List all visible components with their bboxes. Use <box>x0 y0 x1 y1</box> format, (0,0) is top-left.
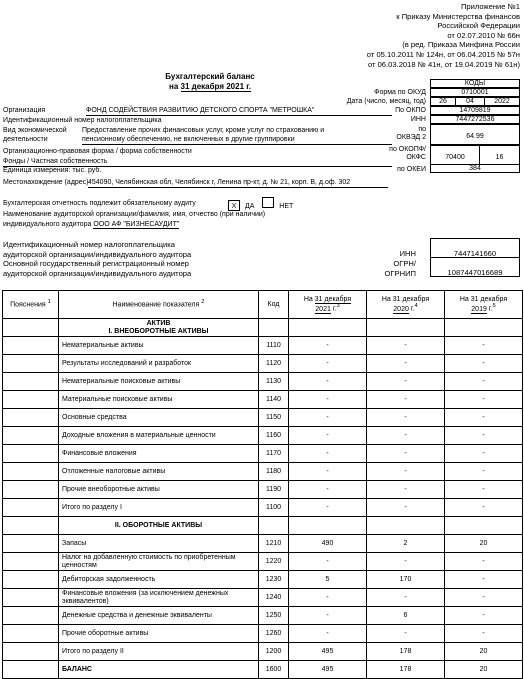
table-row <box>3 553 523 571</box>
row-value-2019: - <box>445 409 523 427</box>
row-value-2021: - <box>289 481 367 499</box>
okei-value: 384 <box>430 164 520 173</box>
okpo-label: По ОКПО <box>395 107 426 114</box>
col-2020: На 31 декабря 2020 г.$^4$ <box>367 291 445 319</box>
title-line-1: Бухгалтерский баланс <box>165 72 255 81</box>
row-value-2019: - <box>445 373 523 391</box>
row-code: 1240 <box>259 589 289 607</box>
table-row <box>3 607 523 625</box>
org-label: Организация <box>3 107 46 114</box>
audit-yes-checkbox[interactable]: X <box>228 200 240 211</box>
header-line: к Приказу Министерства финансов <box>396 11 520 21</box>
row-value-2019: - <box>445 463 523 481</box>
row-value-2019: - <box>445 625 523 643</box>
date-month: 04 <box>455 97 485 106</box>
row-value-2020: - <box>367 463 445 481</box>
row-value-2021: - <box>289 445 367 463</box>
table-row <box>3 337 523 355</box>
row-name: Прочие внеоборотные активы <box>59 481 259 499</box>
row-name: Дебиторская задолженность <box>59 571 259 589</box>
row-notes <box>3 589 59 607</box>
row-value-2019: - <box>445 553 523 571</box>
row-name: Итого по разделу II <box>59 643 259 661</box>
title-line-2: на 31 декабря 2021 г. <box>168 82 251 91</box>
section-noncurrent: I. ВНЕОБОРОТНЫЕ АКТИВЫ <box>108 327 209 335</box>
row-code: 1200 <box>259 643 289 661</box>
row-code: 1170 <box>259 445 289 463</box>
location-label: Местонахождение (адрес) <box>3 179 89 186</box>
row-code: 1150 <box>259 409 289 427</box>
date-day: 26 <box>430 97 456 106</box>
row-value-2020: - <box>367 445 445 463</box>
table-row <box>3 355 523 373</box>
section-current: II. ОБОРОТНЫЕ АКТИВЫ <box>59 517 259 535</box>
row-name: Денежные средства и денежные эквиваленты <box>59 607 259 625</box>
table-row <box>3 391 523 409</box>
col-2021: На 31 декабря 2021 г.$^3$ <box>289 291 367 319</box>
row-value-2020: - <box>367 481 445 499</box>
row-code: 1230 <box>259 571 289 589</box>
title-date: 31 декабря 2021 г. <box>180 82 251 91</box>
row-name: Результаты исследований и разработок <box>59 355 259 373</box>
row-notes <box>3 571 59 589</box>
header-line: Российской Федерации <box>437 21 520 31</box>
row-notes <box>3 481 59 499</box>
okud-value: 0710001 <box>430 88 520 97</box>
header-line: от 06.03.2018 № 41н, от 19.04.2019 № 61н) <box>367 59 520 69</box>
row-value-2021: - <box>289 373 367 391</box>
okved-label: по ОКВЭД 2 <box>396 126 426 141</box>
row-value-2021: - <box>289 337 367 355</box>
audit-yes-label: ДА <box>244 203 255 210</box>
row-notes <box>3 625 59 643</box>
row-value-2021: - <box>289 607 367 625</box>
table-row <box>3 499 523 517</box>
row-code: 1180 <box>259 463 289 481</box>
okopf-value: 70400 <box>430 145 480 165</box>
row-value-2021: - <box>289 463 367 481</box>
row-value-2019: - <box>445 571 523 589</box>
table-row <box>3 463 523 481</box>
row-value-2020: 178 <box>367 643 445 661</box>
row-value-2020: - <box>367 499 445 517</box>
row-name: Нематериальные активы <box>59 337 259 355</box>
okud-label: Форма по ОКУД <box>374 89 426 96</box>
row-code: 1220 <box>259 553 289 571</box>
row-value-2019: - <box>445 427 523 445</box>
org-name: ФОНД СОДЕЙСТВИЯ РАЗВИТИЮ ДЕТСКОГО СПОРТА "МЕТРОШКА" <box>86 107 392 116</box>
row-notes <box>3 409 59 427</box>
row-code: 1600 <box>259 661 289 679</box>
row-code: 1120 <box>259 355 289 373</box>
row-value-2019: 20 <box>445 661 523 679</box>
row-notes <box>3 337 59 355</box>
table-row <box>3 643 523 661</box>
okopf-label: по ОКОПФ/ ОКФС <box>389 146 426 161</box>
row-value-2020: - <box>367 427 445 445</box>
taxpayer-id-label: Идентификационный номер налогоплательщика <box>3 117 162 124</box>
auditor-name-label: Наименование аудиторской организации/фамилия, имя, отчество (при наличии) индивидуального аудитора ООО АФ "БИЗНЕСАУДИТ" <box>3 211 266 228</box>
row-value-2019: - <box>445 391 523 409</box>
row-value-2021: 495 <box>289 661 367 679</box>
location-value: 454090, Челябинская обл, Челябинск г, Ленина пр-кт, д. № 21, корп. В, д.оф. 302 <box>88 179 388 188</box>
row-notes <box>3 499 59 517</box>
row-value-2021: - <box>289 625 367 643</box>
audit-no-checkbox[interactable] <box>262 197 274 208</box>
table-row <box>3 571 523 589</box>
balance-table <box>2 290 523 679</box>
col-notes: Пояснения $^1$ <box>3 291 59 319</box>
row-code: 1160 <box>259 427 289 445</box>
row-value-2020: - <box>367 625 445 643</box>
table-row <box>3 427 523 445</box>
auditor-name: ООО АФ "БИЗНЕСАУДИТ" <box>93 220 180 228</box>
row-notes <box>3 553 59 571</box>
row-code: 1210 <box>259 535 289 553</box>
table-row <box>3 409 523 427</box>
legal-form: Организационно-правовая форма / форма собственности Фонды / Частная собственность <box>3 147 392 167</box>
row-value-2020: - <box>367 337 445 355</box>
row-value-2019: - <box>445 607 523 625</box>
row-value-2019: - <box>445 355 523 373</box>
okfs-value: 16 <box>479 145 520 165</box>
section-header-assets <box>3 319 523 337</box>
activity-label: Вид экономической деятельности <box>3 127 67 143</box>
row-value-2020: - <box>367 373 445 391</box>
row-name: БАЛАНС <box>59 661 259 679</box>
row-value-2021: - <box>289 427 367 445</box>
auditor-inn-label: Идентификационный номер налогоплательщика аудиторской организации/индивидуального аудитора <box>3 240 192 259</box>
activity-value: Предоставление прочих финансовых услуг, кроме услуг по страхованию и пенсионному обеспечению, не включенных в другие группировки <box>82 127 392 145</box>
row-notes <box>3 427 59 445</box>
row-value-2020: 6 <box>367 607 445 625</box>
row-code: 1130 <box>259 373 289 391</box>
date-label: Дата (число, месяц, год) <box>346 98 426 105</box>
row-value-2019: - <box>445 589 523 607</box>
row-name: Материальные поисковые активы <box>59 391 259 409</box>
row-value-2021: - <box>289 409 367 427</box>
inn-label: ИНН <box>410 116 426 123</box>
table-row <box>3 481 523 499</box>
row-notes <box>3 463 59 481</box>
okpo-value: 14709819 <box>430 106 520 115</box>
table-row <box>3 373 523 391</box>
row-value-2021: - <box>289 589 367 607</box>
row-value-2021: 5 <box>289 571 367 589</box>
auditor-ogrn-label: Основной государственный регистрационный номер аудиторской организации/индивидуального аудитора <box>3 259 192 278</box>
row-name: Отложенные налоговые активы <box>59 463 259 481</box>
row-name: Прочие оборотные активы <box>59 625 259 643</box>
col-name: Наименование показателя $^2$ <box>59 291 259 319</box>
table-row <box>3 445 523 463</box>
row-notes <box>3 391 59 409</box>
auditor-inn-value: 7447141660 <box>430 238 520 257</box>
row-name: Итого по разделу I <box>59 499 259 517</box>
row-value-2020: 178 <box>367 661 445 679</box>
row-value-2020: - <box>367 355 445 373</box>
row-value-2020: - <box>367 409 445 427</box>
auditor-inn-code: ИНН <box>399 249 416 258</box>
row-code: 1100 <box>259 499 289 517</box>
row-notes <box>3 535 59 553</box>
row-value-2019: - <box>445 337 523 355</box>
row-notes <box>3 661 59 679</box>
auditor-ogrn-code: ОГРН/ ОГРНИП <box>384 259 416 278</box>
audit-choice <box>228 197 293 211</box>
row-name: Финансовые вложения <box>59 445 259 463</box>
header-line: Приложение №1 <box>460 2 520 11</box>
row-value-2020: 170 <box>367 571 445 589</box>
row-value-2020: - <box>367 391 445 409</box>
row-notes <box>3 607 59 625</box>
section-header-current <box>3 517 523 535</box>
inn-value: 7447272536 <box>430 115 520 124</box>
row-name: Нематериальные поисковые активы <box>59 373 259 391</box>
row-code: 1140 <box>259 391 289 409</box>
row-value-2021: - <box>289 391 367 409</box>
row-name: Налог на добавленную стоимость по приобретенным ценностям <box>59 553 259 571</box>
audit-no-label: НЕТ <box>279 203 294 210</box>
row-value-2020: 2 <box>367 535 445 553</box>
section-assets: АКТИВ <box>146 319 171 327</box>
row-notes <box>3 445 59 463</box>
row-value-2019: - <box>445 445 523 463</box>
col-code: Код <box>259 291 289 319</box>
appendix-header <box>260 2 520 69</box>
document-title <box>120 72 300 92</box>
row-name: Основные средства <box>59 409 259 427</box>
header-line: (в ред. Приказа Минфина России <box>402 40 520 50</box>
row-value-2019: - <box>445 481 523 499</box>
codes-header: КОДЫ <box>430 79 520 88</box>
row-value-2021: - <box>289 553 367 571</box>
table-header <box>3 291 523 319</box>
audit-question: Бухгалтерская отчетность подлежит обязательному аудиту <box>3 200 196 207</box>
row-value-2021: - <box>289 499 367 517</box>
col-2019: На 31 декабря 2019 г.$^5$ <box>445 291 523 319</box>
date-year: 2022 <box>484 97 520 106</box>
row-notes <box>3 355 59 373</box>
row-value-2021: - <box>289 355 367 373</box>
row-value-2021: 490 <box>289 535 367 553</box>
unit-label: Единица измерения: тыс. руб. <box>3 167 102 174</box>
auditor-ogrn-value: 1087447016689 <box>430 257 520 277</box>
row-value-2021: 495 <box>289 643 367 661</box>
row-code: 1260 <box>259 625 289 643</box>
row-value-2019: 20 <box>445 535 523 553</box>
row-name: Финансовые вложения (за исключением денежных эквивалентов) <box>59 589 259 607</box>
row-name: Доходные вложения в материальные ценности <box>59 427 259 445</box>
row-value-2020: - <box>367 589 445 607</box>
row-notes <box>3 643 59 661</box>
row-value-2020: - <box>367 553 445 571</box>
row-value-2019: - <box>445 499 523 517</box>
table-row <box>3 589 523 607</box>
row-code: 1110 <box>259 337 289 355</box>
table-row <box>3 535 523 553</box>
row-notes <box>3 373 59 391</box>
row-code: 1190 <box>259 481 289 499</box>
row-value-2019: 20 <box>445 643 523 661</box>
row-code: 1250 <box>259 607 289 625</box>
table-row <box>3 661 523 679</box>
okved-value: 64.99 <box>430 124 520 145</box>
row-name: Запасы <box>59 535 259 553</box>
header-line: от 02.07.2010 № 66н <box>447 30 520 40</box>
okei-label: по ОКЕИ <box>397 166 426 173</box>
table-row <box>3 625 523 643</box>
header-line: от 05.10.2011 № 124н, от 06.04.2015 № 57н <box>366 49 520 59</box>
